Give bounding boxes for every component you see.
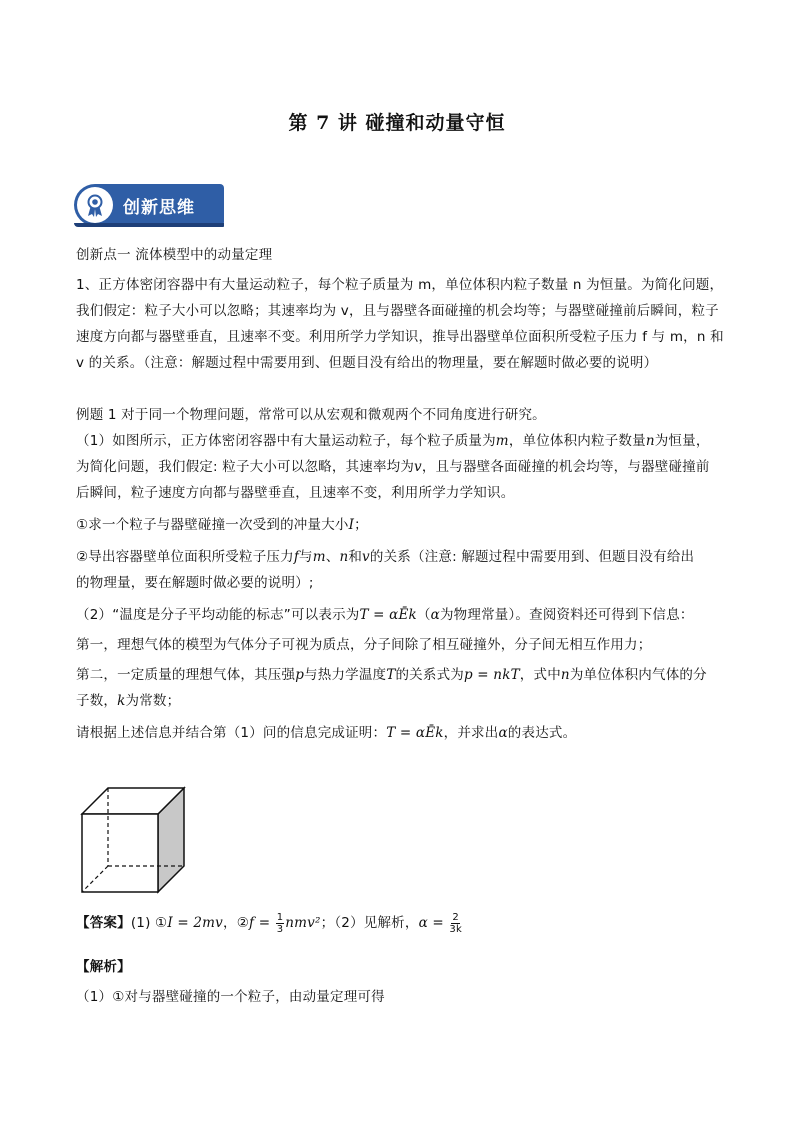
example-1: 例题 1 对于同一个物理问题，常常可以从宏观和微观两个不同角度进行研究。 （1）如图所示，正方体密闭容器中有大量运动粒子，每个粒子质量为m，单位体积内粒子数量n为恒量， 为简化问题，我们假定: 粒子大小可以忽略，其速率均为v，且与器壁各面碰撞的机会均等，与器壁碰撞前 后瞬间，粒子速度方向都与器壁垂直，且速率不变，利用所学力学知识。 ①求一个粒子与器壁碰撞一次受到的冲量大小I； ②导出容器壁单位面积所受粒子压力f与m、n和v的关系（注意: 解题过程中需要用到、但题目没有给出 的物理量，要在解题时做必要的说明）; （2）“温度是分子平均动能的标志”可以表示为T = αĒk（α为物理常量）。查阅资料还可得到下信息： 第一，理想气体的模型为气体分子可视为质点，分子间除了相互碰撞外，分子间无相互作用力； 第二，一定质量的理想气体，其压强p与热力学温度T的关系式为p = nkT，式中n为单位体积内气体的分 子数，k为常数； 请根据上述信息并结合第（1）问的信息完成证明：T = αĒk，并求出α的表达式。 [76, 402, 726, 746]
fraction-two-over-3k: $\frac{2}{3k}$ [449, 911, 462, 935]
fraction-one-third: $\frac{1}{3}$ [276, 911, 284, 935]
award-ribbon-icon [77, 187, 113, 223]
sub-question-1: ①求一个粒子与器壁碰撞一次受到的冲量大小I； [76, 517, 368, 533]
question-2: （2）“温度是分子平均动能的标志”可以表示为T = αĒk（α为物理常量）。查阅资料还可得到下信息： [76, 607, 694, 623]
page-title: 第 7 讲 碰撞和动量守恒 [288, 112, 506, 134]
answer: 【答案】(1) ①I = 2mv，②f = $\frac{1}{3}$ nmv²；（2）见解析，α = $\frac{2}{3k}$ [76, 911, 462, 935]
section-badge-label: 创新思维 [123, 197, 195, 218]
question-1: （1）如图所示，正方体密闭容器中有大量运动粒子，每个粒子质量为m，单位体积内粒子数量n为恒量， [76, 433, 710, 449]
info-2: 第二，一定质量的理想气体，其压强p与热力学温度T的关系式为p = nkT，式中n为单位体积内气体的分 [76, 667, 707, 683]
prove-statement: 请根据上述信息并结合第（1）问的信息完成证明：T = αĒk，并求出α的表达式。 [76, 725, 577, 741]
cube-diagram [80, 786, 190, 894]
sub-question-2: ②导出容器壁单位面积所受粒子压力f与m、n和v的关系（注意: 解题过程中需要用到、但题目没有给出 [76, 549, 695, 565]
problem-1: 1、正方体密闭容器中有大量运动粒子，每个粒子质量为 m，单位体积内粒子数量 n 为恒量。为简化问题， 我们假定：粒子大小可以忽略；其速率均为 v，且与器壁各面碰撞的机会均等；与器壁碰撞前后瞬间，粒子 速度方向都与器壁垂直，且速率不变。利用所学力学知识，推导出器壁单位面积所受粒子压力 f 与 m，n 和 v 的关系。（注意：解题过程中需要用到、但题目没有给出的物理量，要在解题时做必要的说明） [76, 277, 724, 371]
info-1: 第一，理想气体的模型为气体分子可视为质点，分子间除了相互碰撞外，分子间无相互作用力； [76, 637, 652, 653]
point-heading: 创新点一 流体模型中的动量定理 [76, 247, 273, 263]
section-badge [74, 184, 224, 226]
analysis: 【解析】 （1）①对与器壁碰撞的一个粒子，由动量定理可得 [76, 959, 385, 1005]
section-badge-underline [74, 223, 224, 227]
